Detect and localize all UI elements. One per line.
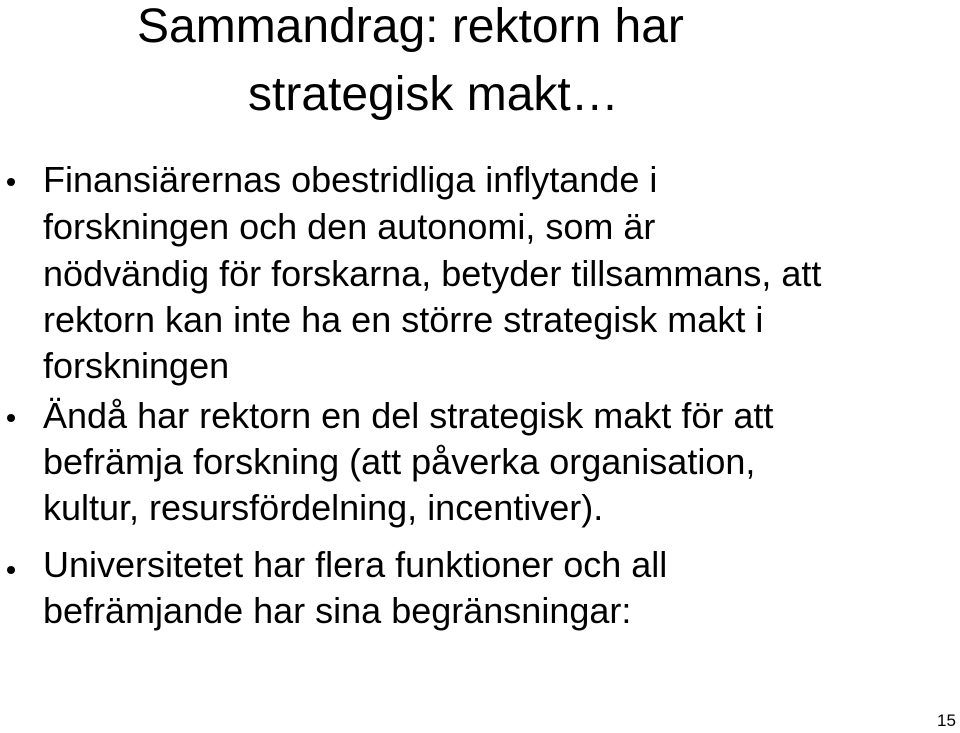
bullet-3-line-2: befrämjande har sina begränsningar:: [43, 590, 632, 631]
bullet-2-line-1: Ändå har rektorn en del strategisk makt för att: [43, 395, 774, 436]
bullet-1-line-5: forskningen: [43, 345, 230, 386]
bullet-1-line-2: forskningen och den autonomi, som är: [43, 206, 656, 247]
page-number: 15: [937, 711, 956, 730]
bullet-marker-icon: [4, 178, 18, 192]
title-line-1: Sammandrag: rektorn har: [137, 0, 684, 53]
bullet-marker-icon: [4, 566, 18, 580]
bullet-1-line-1: Finansiärernas obestridliga inflytande i: [43, 159, 658, 200]
bullet-1-line-3: nödvändig för forskarna, betyder tillsammans, att: [43, 253, 822, 294]
title-line-2: strategisk makt…: [248, 68, 619, 121]
bullet-1-line-4: rektorn kan inte ha en större strategisk makt i: [43, 299, 764, 340]
bullet-2-line-3: kultur, resursfördelning, incentiver).: [43, 487, 604, 528]
bullet-3-line-1: Universitetet har flera funktioner och all: [43, 544, 668, 585]
bullet-marker-icon: [4, 414, 18, 428]
bullet-2-line-2: befrämja forskning (att påverka organisation,: [43, 441, 756, 482]
